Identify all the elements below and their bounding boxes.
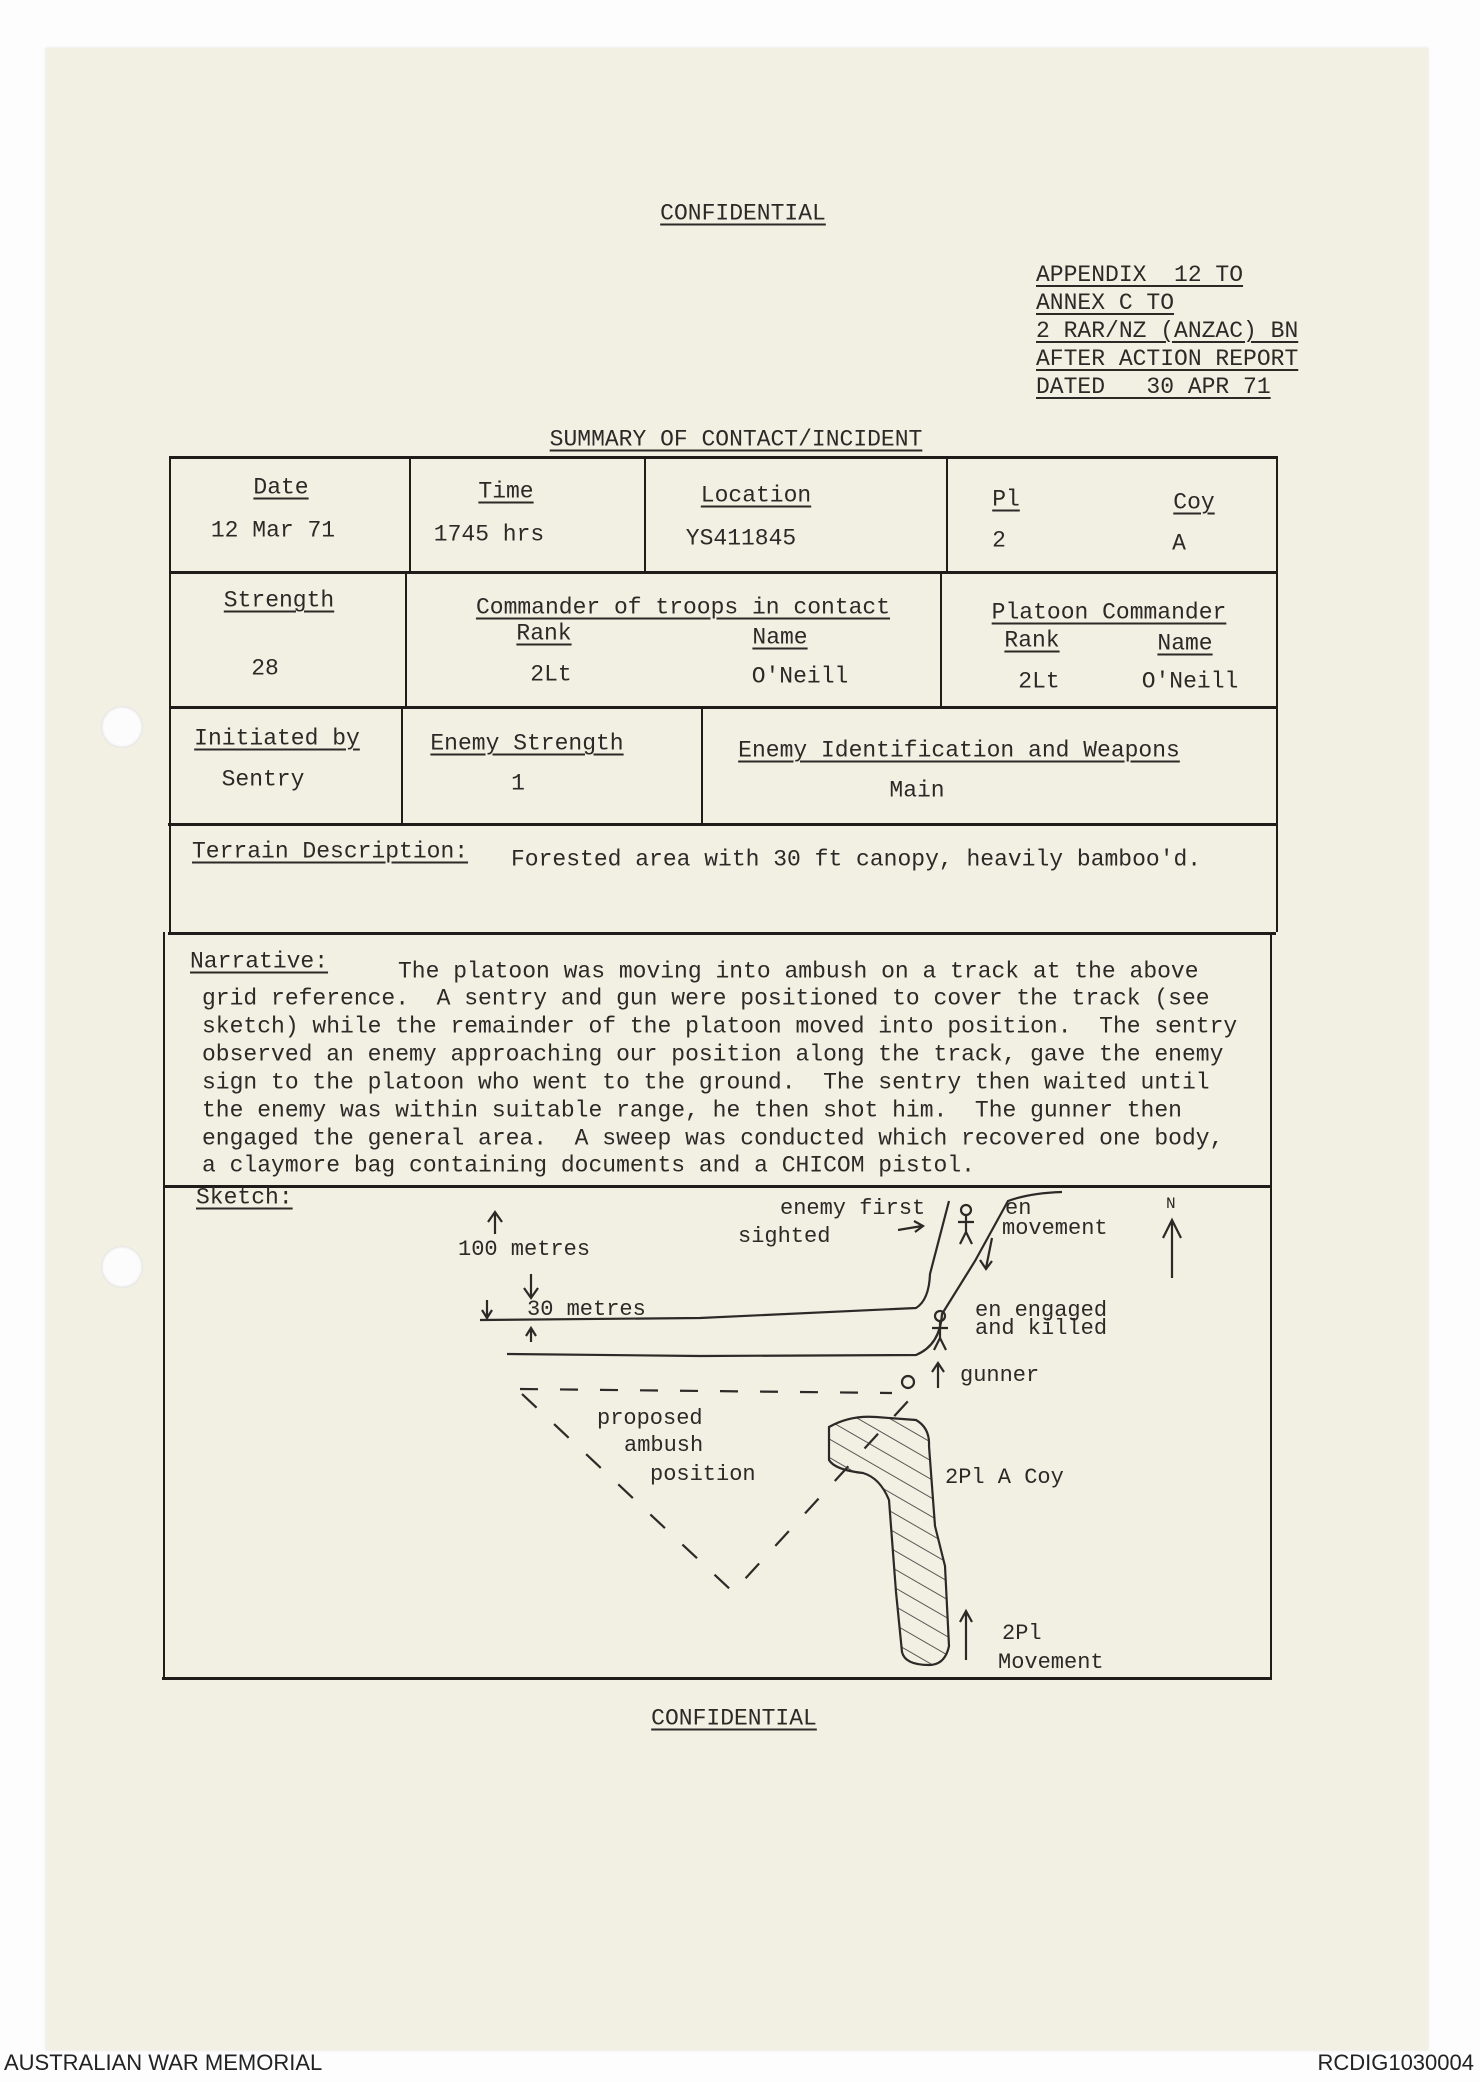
appendix-line: APPENDIX 12 TO: [1036, 262, 1244, 288]
label-enemy-first: enemy first: [780, 1196, 926, 1221]
sketch-label: Sketch:: [196, 1184, 293, 1211]
narrative-line: grid reference. A sentry and gun were positioned to cover the track (see: [202, 985, 1210, 1012]
appendix-line: DATED 30 APR 71: [1036, 374, 1271, 400]
classification-footer: CONFIDENTIAL: [651, 1705, 817, 1732]
sighted-arrow: [898, 1221, 923, 1232]
dashed-ambush-line: [520, 1389, 892, 1393]
gunner-icon: [902, 1376, 914, 1388]
time-value: 1745 hrs: [433, 521, 545, 548]
narrative-line: a claymore bag containing documents and a CHICOM pistol.: [202, 1152, 975, 1179]
label-movement-2pl: Movement: [998, 1650, 1104, 1675]
arrow-30m-down: [524, 1274, 538, 1298]
location-value: YS411845: [685, 525, 797, 552]
platoon-position: [829, 1417, 949, 1665]
location-label: Location: [700, 482, 812, 509]
commander-rank-label: Rank: [516, 620, 572, 647]
pc-rank-label: Rank: [1004, 627, 1060, 654]
label-platoon: 2Pl A Coy: [945, 1465, 1064, 1490]
pc-rank: 2Lt: [1018, 668, 1060, 695]
enemy-strength-value: 1: [511, 770, 525, 797]
company-value: A: [1172, 530, 1186, 557]
platoon-movement-arrow: [960, 1611, 972, 1660]
arrow-30m-left: [482, 1300, 492, 1318]
strength-label: Strength: [223, 587, 335, 614]
classification-header: CONFIDENTIAL: [660, 200, 826, 227]
terrain-value: Forested area with 30 ft canopy, heavily bamboo'd.: [511, 846, 1202, 873]
platoon-commander-label: Platoon Commander: [991, 599, 1227, 626]
label-position: position: [650, 1462, 756, 1487]
label-2pl: 2Pl: [1002, 1621, 1042, 1646]
narrative-line: The platoon was moving into ambush on a track at the above: [398, 958, 1199, 985]
narrative-line: engaged the general area. A sweep was conducted which recovered one body,: [202, 1125, 1224, 1152]
label-north: N: [1166, 1195, 1176, 1213]
commander-name-label: Name: [752, 624, 808, 651]
north-arrow: [1163, 1220, 1181, 1278]
narrative-line: sign to the platoon who went to the ground. The sentry then waited until: [202, 1069, 1210, 1096]
strength-value: 28: [251, 655, 279, 682]
archive-id: RCDIG1030004: [1317, 2050, 1474, 2075]
time-label: Time: [478, 478, 534, 505]
narrative-line: sketch) while the remainder of the platoon moved into position. The sentry: [202, 1013, 1238, 1040]
label-en-engaged: en engaged: [975, 1298, 1108, 1323]
company-label: Coy: [1173, 489, 1215, 516]
pc-name: O'Neill: [1141, 668, 1239, 695]
commander-rank: 2Lt: [530, 661, 572, 688]
platoon-label: Pl: [992, 486, 1020, 513]
commander-name: O'Neill: [751, 663, 849, 690]
appendix-line: ANNEX C TO: [1036, 290, 1175, 316]
platoon-value: 2: [992, 527, 1006, 554]
gunner-arrow: [932, 1363, 944, 1388]
summary-title: SUMMARY OF CONTACT/INCIDENT: [549, 426, 923, 453]
narrative-line: the enemy was within suitable range, he then shot him. The gunner then: [202, 1097, 1182, 1124]
terrain-label: Terrain Description:: [192, 838, 469, 865]
enemy-id-label: Enemy Identification and Weapons: [738, 737, 1180, 764]
label-sighted: sighted: [738, 1224, 831, 1249]
appendix-line: 2 RAR/NZ (ANZAC) BN: [1036, 318, 1299, 344]
label-movement: movement: [1002, 1216, 1108, 1241]
pc-name-label: Name: [1157, 630, 1213, 657]
label-en: en: [1005, 1196, 1032, 1221]
enemy-figure-icon: [958, 1205, 974, 1244]
commander-label: Commander of troops in contact: [475, 594, 891, 621]
enemy-killed-figure-icon: [932, 1311, 948, 1350]
date-label: Date: [253, 474, 309, 501]
enemy-id-value: Main: [889, 777, 945, 804]
narrative-label: Narrative:: [190, 948, 329, 975]
arrow-30m-up: [526, 1328, 536, 1342]
initiated-label: Initiated by: [194, 725, 360, 752]
label-30-metres: 30 metres: [527, 1297, 646, 1322]
initiated-value: Sentry: [221, 766, 305, 793]
label-ambush: ambush: [624, 1433, 704, 1458]
appendix-line: AFTER ACTION REPORT: [1036, 346, 1299, 372]
label-proposed: proposed: [597, 1406, 703, 1431]
narrative-line: observed an enemy approaching our position along the track, gave the enemy: [202, 1041, 1224, 1068]
enemy-strength-label: Enemy Strength: [430, 730, 624, 757]
date-value: 12 Mar 71: [210, 517, 336, 544]
arrow-100m: [488, 1212, 502, 1234]
label-and-killed: and killed: [975, 1316, 1108, 1341]
label-gunner: gunner: [960, 1363, 1040, 1388]
archive-name: AUSTRALIAN WAR MEMORIAL: [4, 2050, 323, 2075]
label-100-metres: 100 metres: [458, 1237, 591, 1262]
